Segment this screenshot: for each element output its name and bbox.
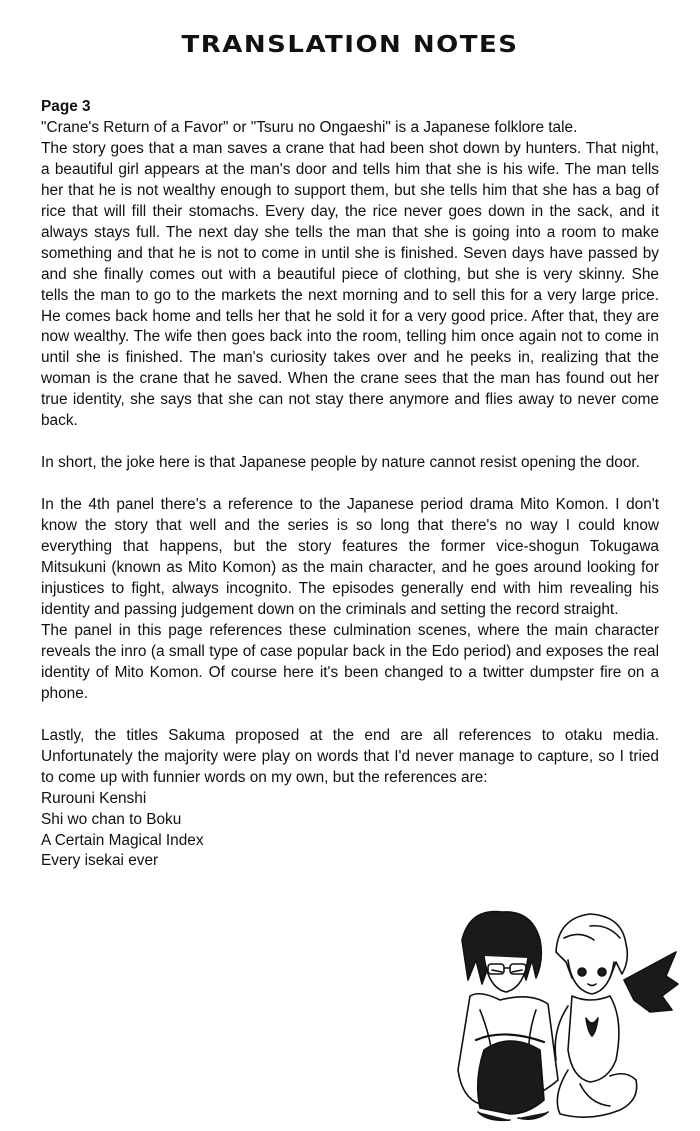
- paragraph-titles: Lastly, the titles Sakuma proposed at the end are all references to otaku media. Unfortunately the majority were play on words that I'd never manage to capture, so I tried to come up with funnier words on my own, but the references are:: [41, 726, 659, 786]
- reference-item: Every isekai ever: [41, 852, 159, 870]
- paragraph-panel: The panel in this page references these culmination scenes, where the main character reveals the inro (a small type of case popular back in the Edo period) and exposes the real identity of Mito Komon. Of course here it's been changed to a twitter dumpster fire on a phone.: [41, 621, 659, 702]
- reference-item: Rurouni Kenshi: [41, 789, 147, 807]
- paragraph-story: The story goes that a man saves a crane that had been shot down by hunters. That night, a beautiful girl appears at the man's door and tells him that she is his wife. The man tells her that he is not wealthy enough to support them, but she tells him that she has a bag of rice that will fill their stomachs. Every day, the rice never goes down in the sack, and it always stays full. The next day she tells the man that she is going into a room to make something and that he is not to come in until she is finished. Seven days have passed by and she finally comes out with a beautiful piece of clothing, but she is very skinny. She tells the man to go to the markets the next morning and to sell this for a very large price. He comes back home and tells her that he sold it for a very good price. After that, they are now wealthy. The wife then goes back into the room, telling him once again not to come in until she is finished. The man's curiosity takes over and he peeks in, realizing that the woman is the crane that he saved. When the crane sees that the man has found out her true identity, she says that she can not stay there anymore and flies away to never come back.: [41, 139, 659, 430]
- paragraph-mito-komon: In the 4th panel there's a reference to the Japanese period drama Mito Komon. I don't know the story that well and the series is so long that there's no way I could know everything that happens, but the story features the former vice-shogun Tokugawa Mitsukuni (known as Mito Komon) as the main character, and he goes around looking for injustices to fight, always incognito. The episodes generally end with him revealing his identity and passing judgement down on the criminals and setting the record straight.: [41, 496, 659, 618]
- characters-illustration: [440, 900, 680, 1125]
- paragraph-joke: In short, the joke here is that Japanese people by nature cannot resist opening the door.: [41, 454, 640, 472]
- reference-item: Shi wo chan to Boku: [41, 810, 182, 828]
- paragraph-intro: "Crane's Return of a Favor" or "Tsuru no Ongaeshi" is a Japanese folklore tale.: [41, 118, 578, 136]
- page-title: TRANSLATION NOTES: [181, 31, 519, 59]
- notes-body: [41, 97, 659, 872]
- section-heading: Page 3: [41, 98, 91, 115]
- reference-item: A Certain Magical Index: [41, 831, 204, 849]
